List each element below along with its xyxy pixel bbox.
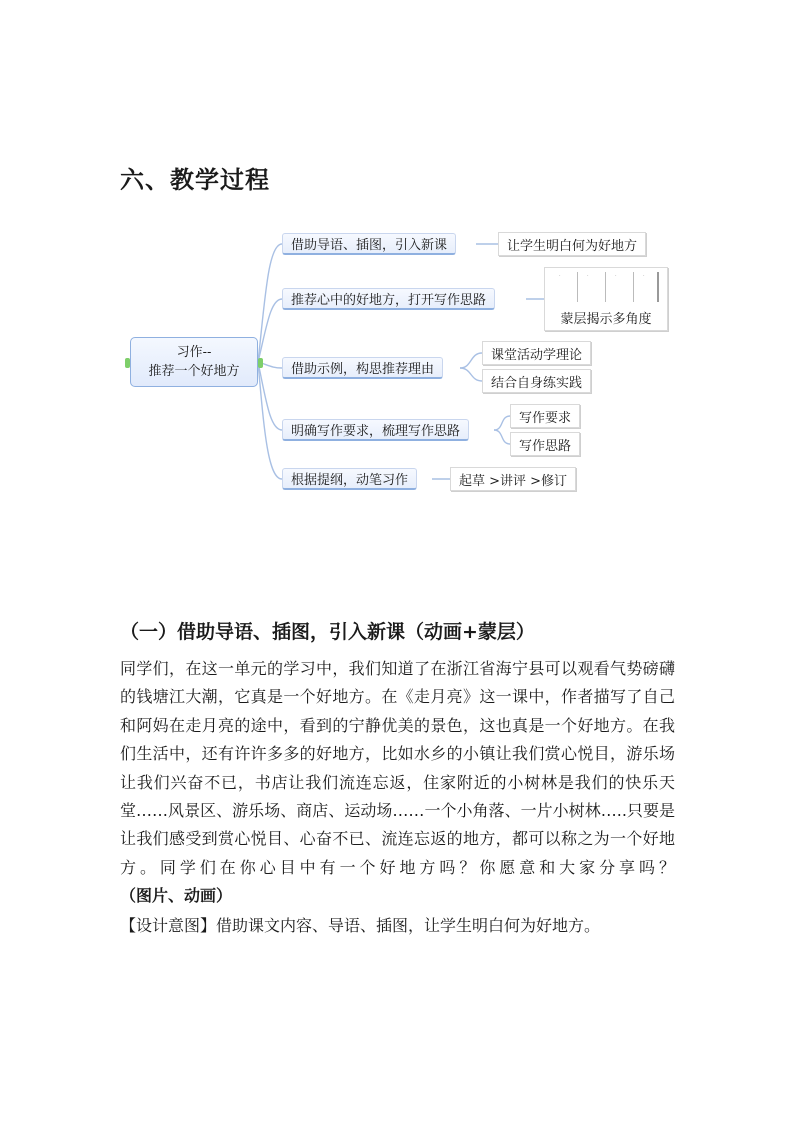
paragraph-text: 同学们，在这一单元的学习中，我们知道了在浙江省海宁县可以观看气势磅礴的钱塘江大潮，它真是一个好地方。在《走月亮》这一课中，作者描写了自己和阿妈在走月亮的途中，看到的宁静优美的景色，这也真是一个好地方。在我们生活中，还有许许多多的好地方，比如水乡的小镇让我们赏心悦目，游乐场让我们兴奋不已，书店让我们流连忘返，住家附近的小树林是我们的快乐天堂……风景区、游乐场、商店、运动场……一个小角落、一片小树林…..只要是让我们感受到赏心悦目、心奋不已、流连忘返的地方，都可以称之为一个好地方。同学们在你心目中有一个好地方吗？你愿意和大家分享吗？ bbox=[120, 659, 675, 877]
thumbnail-label: 蒙层揭示多角度 bbox=[560, 312, 652, 327]
connector-b3-leaf2 bbox=[460, 368, 482, 381]
section-title: 六、教学过程 bbox=[120, 166, 270, 194]
branch-5: 根据提纲，动笔习作 bbox=[282, 468, 417, 490]
branch-3: 借助示例，构思推荐理由 bbox=[282, 357, 443, 379]
root-left-handle bbox=[125, 358, 130, 368]
branch-4: 明确写作要求，梳理写作思路 bbox=[282, 419, 469, 441]
leaf-3-1: 课堂活动学理论 bbox=[482, 341, 591, 365]
connector-b4-leaf1 bbox=[494, 416, 510, 430]
body-paragraph bbox=[120, 655, 675, 911]
thumbnail-image-strip bbox=[549, 272, 663, 302]
connector-b4-leaf2 bbox=[494, 430, 510, 444]
leaf-1-1: 让学生明白何为好地方 bbox=[498, 232, 646, 256]
root-right-handle bbox=[258, 358, 263, 368]
mind-map-root bbox=[130, 337, 258, 387]
branch-1: 借助导语、插图，引入新课 bbox=[282, 233, 456, 255]
leaf-5-1: 起草 >讲评 >修订 bbox=[450, 467, 576, 491]
thumbnail-panel bbox=[633, 272, 659, 302]
leaf-2-thumbnail bbox=[544, 267, 668, 331]
connector-b3-leaf1 bbox=[460, 353, 482, 368]
thumbnail-caption: · bbox=[643, 273, 645, 279]
paragraph-bold-tail: （图片、动画） bbox=[120, 886, 233, 906]
thumbnail-caption: · bbox=[615, 273, 617, 279]
thumbnail-panel bbox=[605, 272, 634, 302]
leaf-4-1: 写作要求 bbox=[510, 404, 580, 428]
leaf-3-2: 结合自身练实践 bbox=[482, 369, 591, 393]
thumbnail-caption: · bbox=[587, 273, 589, 279]
root-line-2: 推荐一个好地方 bbox=[148, 364, 240, 379]
root-line-1: 习作-- bbox=[176, 345, 212, 360]
leaf-4-2: 写作思路 bbox=[510, 432, 580, 456]
thumbnail-panel bbox=[577, 272, 606, 302]
branch-2: 推荐心中的好地方，打开写作思路 bbox=[282, 288, 495, 310]
thumbnail-caption: · bbox=[559, 273, 561, 279]
design-intent-note: 【设计意图】借助课文内容、导语、插图，让学生明白何为好地方。 bbox=[120, 916, 601, 935]
thumbnail-panel bbox=[549, 272, 578, 302]
subsection-title: （一）借助导语、插图，引入新课（动画+蒙层） bbox=[120, 621, 535, 643]
